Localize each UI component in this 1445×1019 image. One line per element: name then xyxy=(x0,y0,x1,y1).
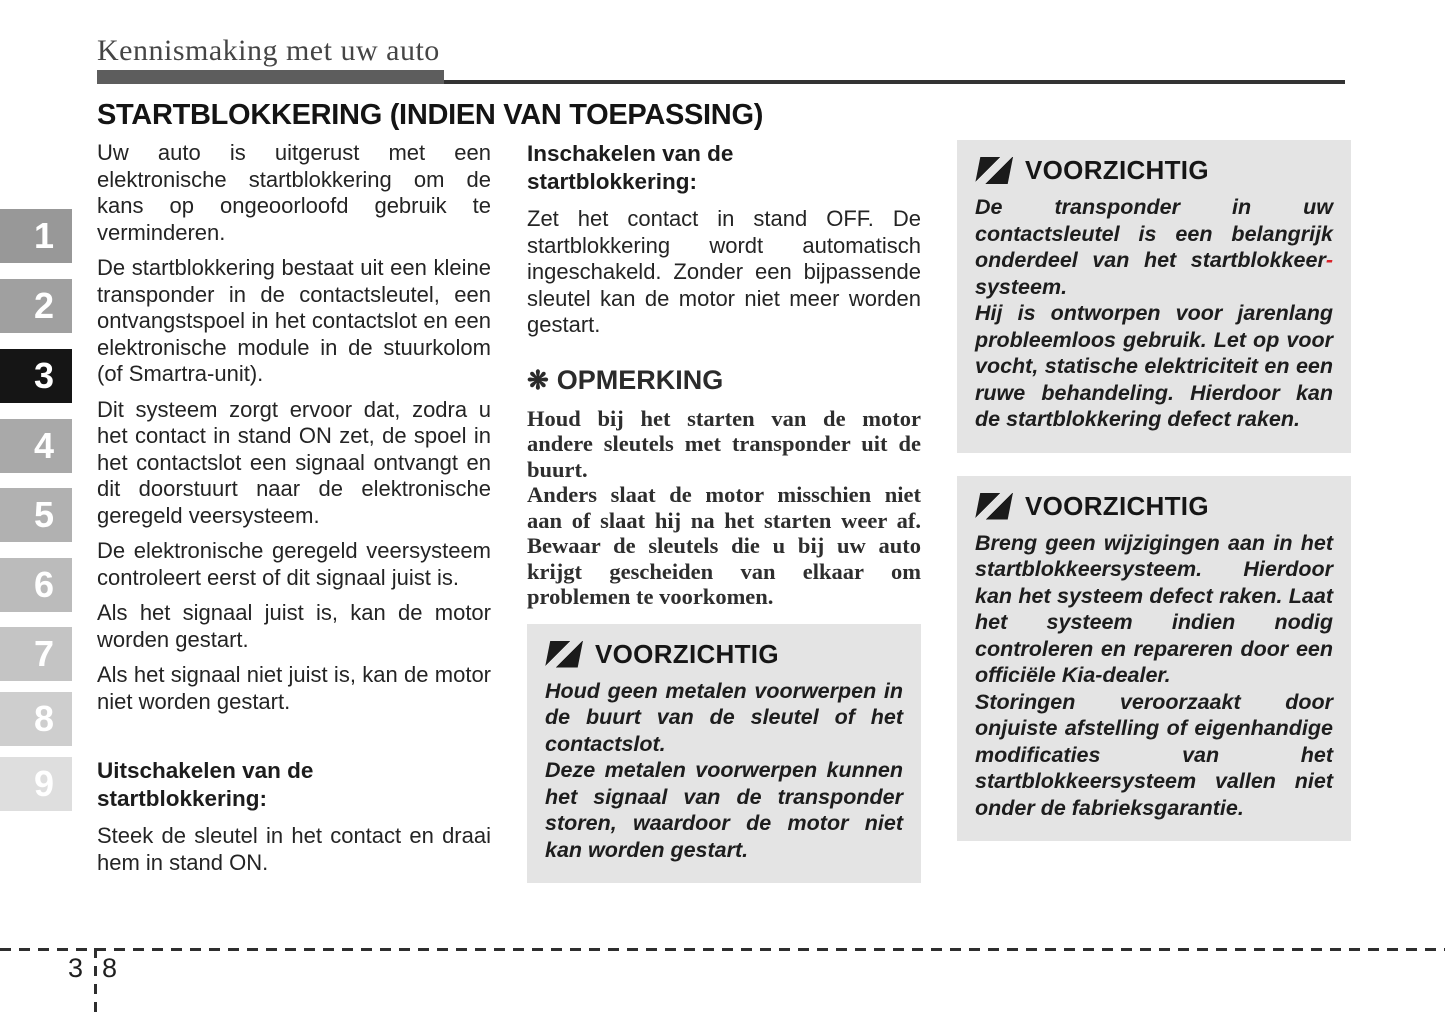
caution-paragraph: Houd geen metalen voorwerpen in de buurt van de sleutel of het contactslot. xyxy=(545,678,903,756)
page-title: STARTBLOKKERING (INDIEN VAN TOEPASSING) xyxy=(97,99,764,131)
text-column-3 xyxy=(957,140,1351,841)
note-heading xyxy=(527,365,921,396)
caution-slash-icon xyxy=(975,493,1013,520)
chapter-tab-2: 2 xyxy=(0,279,72,333)
section-subheading-uitschakelen: Uitschakelen van de startblokkering: xyxy=(97,758,314,811)
note-section xyxy=(527,365,921,610)
body-paragraph: Dit systeem zorgt ervoor dat, zodra u het contact in stand ON zet, de spoel in het contactslot een signaal ontvangt en dit doorstuurt naar de elektronische geregeld veersysteem. xyxy=(97,396,491,528)
chapter-tab-4: 4 xyxy=(0,419,72,473)
caution-paragraph: Deze metalen voorwerpen kunnen het signaal van de transponder storen, waardoor de motor niet kan worden gestart. xyxy=(545,758,903,862)
caution-heading xyxy=(975,155,1333,186)
footer-chapter-number: 3 xyxy=(68,953,84,983)
chapter-tab-3-active: 3 xyxy=(0,349,72,403)
caution-heading xyxy=(975,491,1333,522)
caution-heading-label: VOORZICHTIG xyxy=(1025,155,1209,185)
caution-slash-icon xyxy=(975,157,1013,184)
body-paragraph: Als het signaal juist is, kan de motor worden gestart. xyxy=(97,600,491,652)
caution-slash-icon xyxy=(545,641,583,668)
caution-text-segment: De transponder in uw contactsleutel is een belangrijk onderdeel van het startblokkeer xyxy=(975,195,1333,272)
note-heading-label: OPMERKING xyxy=(556,364,724,395)
body-paragraph: De startblokkering bestaat uit een kleine transponder in de contactsleutel, een ontvangstspoel in het contactslot en een elektronische module in de stuurkolom (of Smartra-unit). xyxy=(97,255,491,386)
asterisk-icon: ❋ xyxy=(527,364,549,395)
footer-page-number: 8 xyxy=(102,953,118,983)
body-paragraph: Uw auto is uitgerust met een elektronische startblokkering om de kans op ongeoorloofd gebruik te verminderen. xyxy=(97,140,491,245)
note-paragraph: Houd bij het starten van de motor andere sleutels met transponder uit de buurt. xyxy=(527,405,921,482)
caution-heading xyxy=(545,639,903,670)
footer-dashed-divider xyxy=(94,948,97,1019)
body-paragraph: De elektronische geregeld veersysteem controleert eerst of dit signaal juist is. xyxy=(97,538,491,590)
red-hyphen: - xyxy=(1325,248,1333,272)
caution-box-metal-objects xyxy=(527,624,921,884)
caution-paragraph: Storingen veroorzaakt door onjuiste afstelling of eigenhandige modificaties van het startblokkeersysteem vallen niet onder de fabrieksgarantie. xyxy=(975,689,1333,820)
body-paragraph: Steek de sleutel in het contact en draai hem in stand ON. xyxy=(97,823,491,875)
chapter-tab-8: 8 xyxy=(0,692,72,746)
chapter-tab-9: 9 xyxy=(0,757,72,811)
body-paragraph: Zet het contact in stand OFF. De startblokkering wordt automatisch ingeschakeld. Zonder een bijpassende sleutel kan de motor niet meer worden gestart. xyxy=(527,206,921,337)
caution-heading-label: VOORZICHTIG xyxy=(1025,490,1209,521)
chapter-tab-6: 6 xyxy=(0,558,72,612)
caution-text-segment: systeem. xyxy=(975,274,1068,299)
header-rule-thin xyxy=(444,80,1345,84)
chapter-tab-1: 1 xyxy=(0,209,72,263)
caution-heading-label: VOORZICHTIG xyxy=(595,638,779,669)
header-rule-thick xyxy=(97,70,444,84)
chapter-tab-5: 5 xyxy=(0,488,72,542)
footer-dashed-rule xyxy=(0,948,1445,951)
text-column-1 xyxy=(97,140,491,885)
caution-box-transponder xyxy=(957,140,1351,453)
text-column-2 xyxy=(527,140,921,883)
caution-paragraph: Hij is ontworpen voor jarenlang probleemloos gebruik. Let op voor vocht, statische elektriciteit en een ruwe behandeling. Hierdoor kan de startblokkering defect raken. xyxy=(975,301,1333,431)
note-paragraph: Anders slaat de motor misschien niet aan of slaat hij na het starten weer af. Bewaar de sleutels die u bij uw auto krijgt gescheiden van elkaar om problemen te voorkomen. xyxy=(527,482,921,609)
caution-paragraph xyxy=(975,194,1333,300)
body-paragraph: Als het signaal niet juist is, kan de motor niet worden gestart. xyxy=(97,662,491,714)
chapter-tab-7: 7 xyxy=(0,627,72,681)
section-subheading-inschakelen: Inschakelen van de startblokkering: xyxy=(527,141,734,194)
chapter-breadcrumb: Kennismaking met uw auto xyxy=(97,34,440,67)
caution-paragraph: Breng geen wijzigingen aan in het startblokkeersysteem. Hierdoor kan het systeem defect raken. Laat het systeem indien nodig controleren en repareren door een officiële Kia-dealer. xyxy=(975,530,1333,687)
caution-box-modifications xyxy=(957,476,1351,842)
